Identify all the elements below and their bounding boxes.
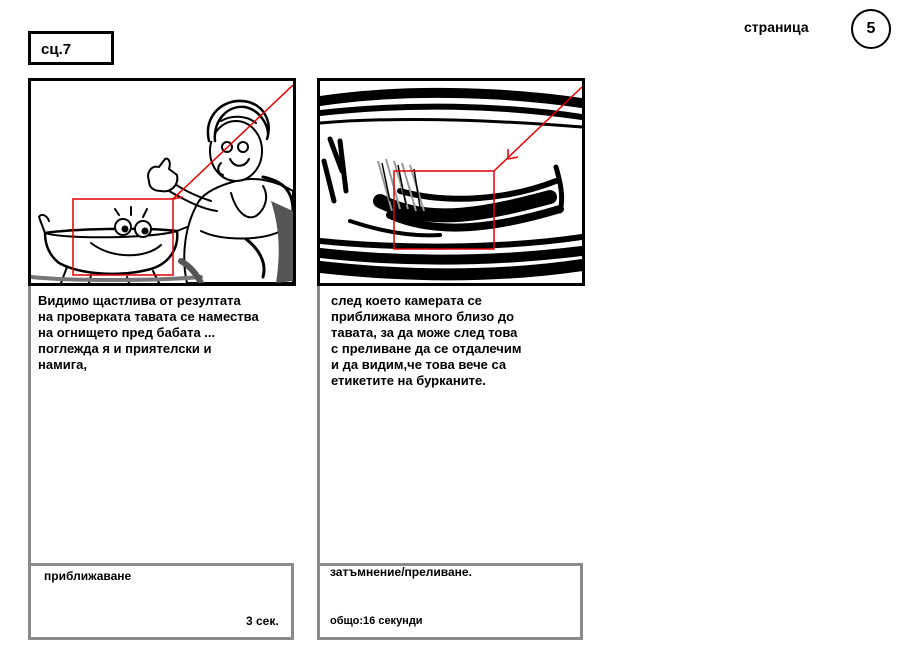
page-label: страница xyxy=(744,19,809,35)
page-number: 5 xyxy=(866,20,876,37)
page-number-circle xyxy=(851,9,891,49)
scene-label: сц.7 xyxy=(41,41,72,58)
sketch-pan-closeup xyxy=(320,81,582,283)
storyboard-frame-1 xyxy=(28,78,296,286)
frame-1-description: Видимо щастлива от резултата на проверката тавата се намества на огнището пред бабата ... поглежда я и приятелски и намига, xyxy=(38,293,259,372)
storyboard-frame-2 xyxy=(317,78,585,286)
sketch-grandma-and-pan xyxy=(31,81,293,283)
frame-1-duration: 3 сек. xyxy=(246,614,279,628)
frame-2-transition: затъмнение/преливане. xyxy=(330,565,472,579)
frame-2-description: след което камерата се приближава много близо до тавата, за да може след това с преливане да се отдалечим и да видим,че това вече са етикетите на бурканите. xyxy=(331,293,522,388)
frame-1-transition: приближаване xyxy=(44,569,132,583)
total-duration: общо:16 секунди xyxy=(330,615,423,627)
scene-number-box xyxy=(28,31,114,65)
